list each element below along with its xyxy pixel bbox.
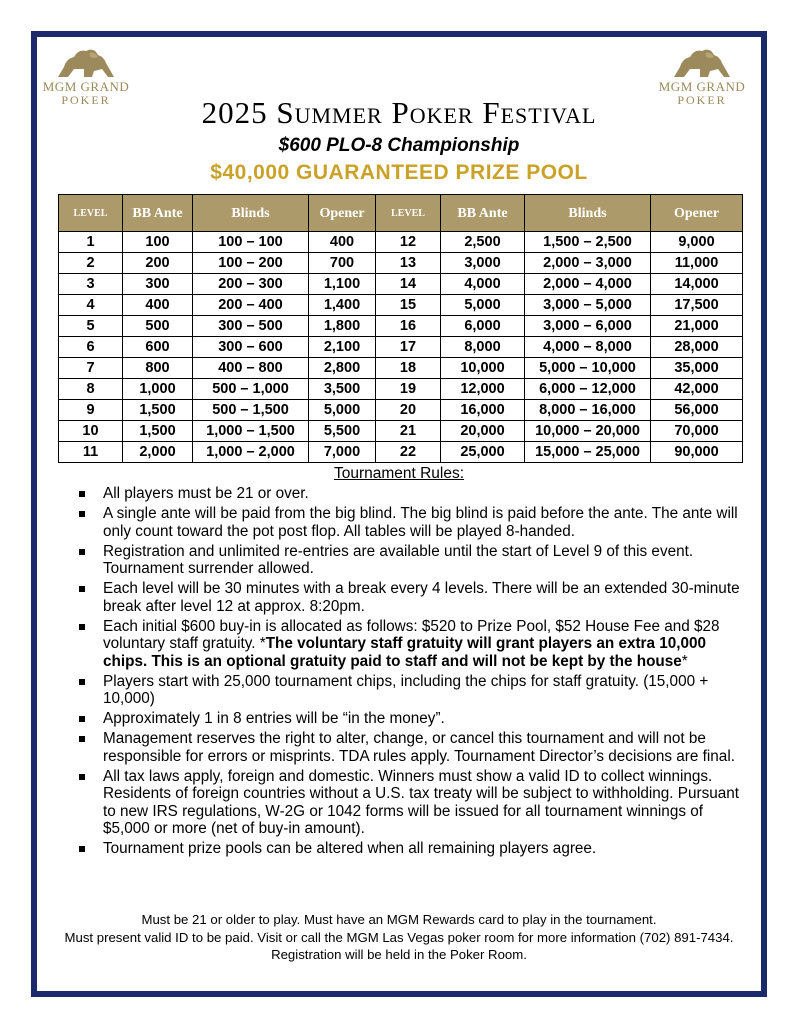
table-cell: 100 – 100: [193, 232, 309, 253]
page-title: 2025 Summer Poker Festival: [201, 95, 597, 130]
rule-text: Each level will be 30 minutes with a break every 4 levels. There will be an extended 30-minute break after level 12 at approx. 8:20pm.: [103, 580, 740, 615]
rule-item: [77, 580, 749, 615]
bullet-icon: [79, 491, 85, 497]
table-cell: 2,500: [441, 232, 525, 253]
table-cell: 7,000: [309, 442, 376, 463]
rule-text: Each initial $600 buy-in is allocated as follows: $520 to Prize Pool, $52 House Fee and $28 voluntary staff gratuity. *: [103, 617, 720, 652]
rule-text: Players start with 25,000 tournament chips, including the chips for staff gratuity. (15,000 + 10,000): [103, 672, 709, 707]
table-row: [59, 400, 743, 421]
rule-text: Approximately 1 in 8 entries will be “in the money”.: [103, 710, 445, 727]
table-cell: 2,100: [309, 337, 376, 358]
footer-line: Must be 21 or older to play. Must have an MGM Rewards card to play in the tournament.: [141, 912, 657, 927]
table-cell: 12: [376, 232, 441, 253]
table-cell: 11,000: [651, 253, 743, 274]
rule-text: Registration and unlimited re-entries are available until the start of Level 9 of this event. Tournament surrender allowed.: [103, 542, 694, 577]
table-cell: 4: [59, 295, 123, 316]
table-cell: 2,000 – 3,000: [525, 253, 651, 274]
bullet-icon: [79, 549, 85, 555]
table-cell: 500 – 1,500: [193, 400, 309, 421]
rule-item: [77, 505, 749, 540]
table-cell: 200: [123, 253, 193, 274]
table-cell: 500: [123, 316, 193, 337]
table-cell: 3,500: [309, 379, 376, 400]
lion-icon: [54, 45, 118, 79]
table-cell: 7: [59, 358, 123, 379]
table-row: [59, 295, 743, 316]
footer-line: Must present valid ID to be paid. Visit or call the MGM Las Vegas poker room for more information (702) 891-7434. Registration will be held in the Poker Room.: [64, 929, 734, 962]
rule-text: All players must be 21 or over.: [103, 485, 309, 502]
table-cell: 200 – 300: [193, 274, 309, 295]
table-cell: 20: [376, 400, 441, 421]
table-cell: 400: [309, 232, 376, 253]
table-cell: 1,800: [309, 316, 376, 337]
table-cell: 14,000: [651, 274, 743, 295]
table-body: [59, 232, 743, 463]
table-cell: 10,000 – 20,000: [525, 421, 651, 442]
bullet-icon: [79, 774, 85, 780]
bullet-icon: [79, 716, 85, 722]
header-bb-ante: BB Ante: [441, 195, 525, 232]
bullet-icon: [79, 846, 85, 852]
header-opener: Opener: [651, 195, 743, 232]
table-cell: 70,000: [651, 421, 743, 442]
table-cell: 300 – 500: [193, 316, 309, 337]
rule-text: Management reserves the right to alter, change, or cancel this tournament and will not be responsible for errors or misprints. TDA rules apply. Tournament Director’s decisions are final.: [103, 730, 735, 765]
rule-item: [77, 543, 749, 578]
table-cell: 6,000 – 12,000: [525, 379, 651, 400]
rule-text: Tournament prize pools can be altered when all remaining players agree.: [103, 840, 597, 857]
table-cell: 5,500: [309, 421, 376, 442]
footer-notice: [45, 911, 753, 964]
table-cell: 35,000: [651, 358, 743, 379]
table-cell: 1,000 – 2,000: [193, 442, 309, 463]
table-cell: 5,000: [441, 295, 525, 316]
lion-icon: [670, 45, 734, 79]
table-cell: 400 – 800: [193, 358, 309, 379]
header-bb-ante: BB Ante: [123, 195, 193, 232]
table-cell: 15,000 – 25,000: [525, 442, 651, 463]
table-cell: 15: [376, 295, 441, 316]
table-cell: 300 – 600: [193, 337, 309, 358]
table-cell: 10: [59, 421, 123, 442]
table-cell: 16,000: [441, 400, 525, 421]
table-cell: 21,000: [651, 316, 743, 337]
bullet-icon: [79, 511, 85, 517]
table-cell: 8: [59, 379, 123, 400]
table-cell: 3,000 – 6,000: [525, 316, 651, 337]
table-cell: 2,000: [123, 442, 193, 463]
table-cell: 8,000 – 16,000: [525, 400, 651, 421]
table-row: [59, 337, 743, 358]
table-cell: 20,000: [441, 421, 525, 442]
table-row: [59, 358, 743, 379]
table-cell: 800: [123, 358, 193, 379]
rule-tail: *: [681, 652, 688, 670]
rules-title: Tournament Rules:: [333, 465, 465, 482]
table-row: [59, 442, 743, 463]
header-level: LEVEL: [59, 195, 123, 232]
logo-sub: POKER: [61, 93, 111, 107]
table-cell: 18: [376, 358, 441, 379]
table-cell: 1,400: [309, 295, 376, 316]
table-cell: 5: [59, 316, 123, 337]
logo-brand: MGM GRAND: [658, 79, 746, 94]
table-cell: 2: [59, 253, 123, 274]
table-cell: 9: [59, 400, 123, 421]
table-row: [59, 421, 743, 442]
header-blinds: Blinds: [525, 195, 651, 232]
table-cell: 3,000 – 5,000: [525, 295, 651, 316]
table-row: [59, 274, 743, 295]
table-cell: 90,000: [651, 442, 743, 463]
header-opener: Opener: [309, 195, 376, 232]
table-cell: 200 – 400: [193, 295, 309, 316]
table-cell: 8,000: [441, 337, 525, 358]
table-cell: 17,500: [651, 295, 743, 316]
rule-text: All tax laws apply, foreign and domestic. Winners must show a valid ID to collect winnings. Residents of foreign countries without a U.S. tax treaty will be subject to withholding. Pursuant to new IRS regulations, W-2G or 1042 forms will be issued for all tournament winnings of $5,000 or more (net of buy-in amount).: [103, 767, 740, 837]
table-cell: 5,000 – 10,000: [525, 358, 651, 379]
table-cell: 56,000: [651, 400, 743, 421]
table-cell: 300: [123, 274, 193, 295]
rule-text: A single ante will be paid from the big blind. The big blind is paid before the ante. The ante will only count toward the pot post flop. All tables will be played 8-handed.: [103, 505, 738, 540]
table-cell: 28,000: [651, 337, 743, 358]
logo-brand: MGM GRAND: [42, 79, 130, 94]
table-cell: 13: [376, 253, 441, 274]
header-level: LEVEL: [376, 195, 441, 232]
table-cell: 14: [376, 274, 441, 295]
table-cell: 6,000: [441, 316, 525, 337]
bullet-icon: [79, 679, 85, 685]
table-row: [59, 253, 743, 274]
table-cell: 1,500 – 2,500: [525, 232, 651, 253]
table-cell: 600: [123, 337, 193, 358]
table-cell: 1,100: [309, 274, 376, 295]
event-subtitle: $600 PLO-8 Championship: [278, 135, 520, 156]
table-cell: 17: [376, 337, 441, 358]
rules-list: [77, 485, 749, 860]
rule-item: [77, 710, 749, 728]
table-cell: 2,000 – 4,000: [525, 274, 651, 295]
table-row: [59, 379, 743, 400]
flyer: [37, 37, 761, 991]
table-cell: 1,500: [123, 421, 193, 442]
table-cell: 100: [123, 232, 193, 253]
rule-item: [77, 485, 749, 503]
table-header-row: [59, 195, 743, 232]
table-cell: 500 – 1,000: [193, 379, 309, 400]
table-cell: 16: [376, 316, 441, 337]
guarantee-banner: $40,000 GUARANTEED PRIZE POOL: [210, 161, 588, 184]
table-cell: 6: [59, 337, 123, 358]
table-cell: 9,000: [651, 232, 743, 253]
table-cell: 1,000 – 1,500: [193, 421, 309, 442]
table-cell: 5,000: [309, 400, 376, 421]
table-cell: 4,000: [441, 274, 525, 295]
table-cell: 3: [59, 274, 123, 295]
table-row: [59, 316, 743, 337]
table-cell: 21: [376, 421, 441, 442]
rule-item: [77, 840, 749, 858]
bullet-icon: [79, 736, 85, 742]
page-border: [31, 31, 767, 997]
rule-item: [77, 768, 749, 838]
table-cell: 42,000: [651, 379, 743, 400]
table-cell: 12,000: [441, 379, 525, 400]
rule-emphasis: The voluntary staff gratuity will grant players an extra 10,000 chips. This is an optional gratuity paid to staff and will not be kept by the house: [103, 635, 707, 670]
header-blinds: Blinds: [193, 195, 309, 232]
table-cell: 22: [376, 442, 441, 463]
table-cell: 10,000: [441, 358, 525, 379]
table-cell: 1: [59, 232, 123, 253]
rule-item: [77, 730, 749, 765]
bullet-icon: [79, 586, 85, 592]
table-cell: 1,000: [123, 379, 193, 400]
table-cell: 100 – 200: [193, 253, 309, 274]
table-cell: 3,000: [441, 253, 525, 274]
table-cell: 1,500: [123, 400, 193, 421]
rule-item: [77, 673, 749, 708]
table-cell: 19: [376, 379, 441, 400]
table-cell: 25,000: [441, 442, 525, 463]
table-cell: 11: [59, 442, 123, 463]
logo-sub: POKER: [677, 93, 727, 107]
table-cell: 4,000 – 8,000: [525, 337, 651, 358]
rule-item: [77, 618, 749, 671]
table-cell: 700: [309, 253, 376, 274]
blind-structure-table: [58, 194, 743, 463]
table-cell: 2,800: [309, 358, 376, 379]
bullet-icon: [79, 624, 85, 630]
table-row: [59, 232, 743, 253]
table-cell: 400: [123, 295, 193, 316]
